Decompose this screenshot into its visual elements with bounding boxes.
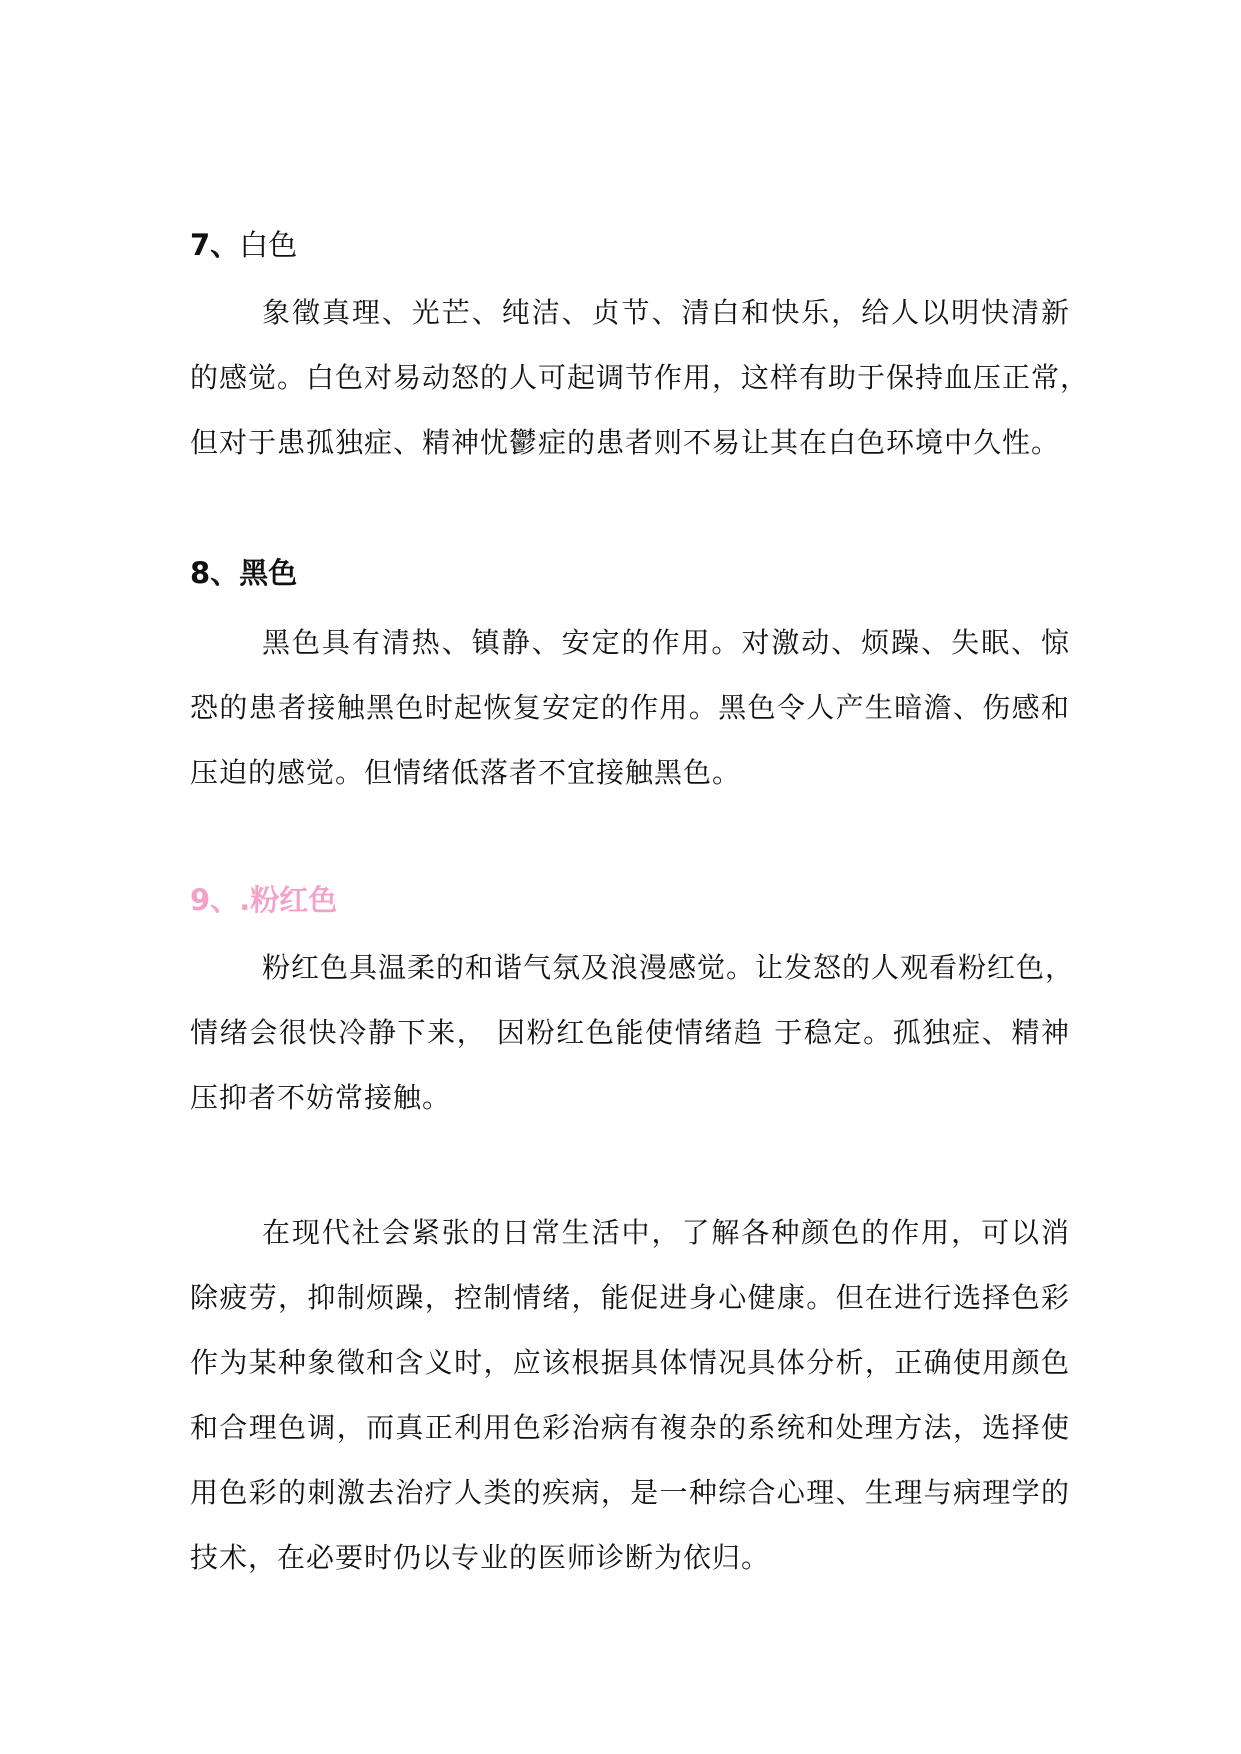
section-white [190,225,1070,265]
section-white-body [190,280,1090,475]
section-number: 8、 [190,556,240,590]
section-number: 7、 [190,228,240,262]
paragraph-line: 的感觉。白色对易动怒的人可起调节作用，这样有助于保持血压正常， [190,361,1090,394]
section-heading [190,880,1070,920]
paragraph-line: 情绪会很快冷静下来， 因粉红色能使情绪趋 于稳定。孤独症、精神 [190,1016,1070,1049]
section-heading [190,553,1070,593]
section-black-body [190,610,1070,805]
section-black [190,553,1070,593]
paragraph-line: 压抑者不妨常接触。 [190,1081,452,1114]
paragraph-line: 和合理色调，而真正利用色彩治病有複杂的系统和处理方法，选择使 [190,1411,1070,1444]
section-number: 9、 [190,883,240,917]
paragraph-line: 粉红色具温柔的和谐气氛及浪漫感觉。让发怒的人观看粉红色， [262,951,1075,984]
section-pink [190,880,1070,920]
section-title: 黑色 [239,556,298,590]
section-heading [190,225,1070,265]
paragraph-line: 但对于患孤独症、精神忧鬱症的患者则不易让其在白色环境中久性。 [190,426,1061,459]
section-pink-body [190,935,1075,1130]
paragraph-line: 除疲劳，抑制烦躁，控制情绪，能促进身心健康。但在进行选择色彩 [190,1281,1070,1314]
paragraph-line: 用色彩的刺激去治疗人类的疾病，是一种综合心理、生理与病理学的 [190,1476,1070,1509]
paragraph-line: 在现代社会紧张的日常生活中，了解各种颜色的作用，可以消 [262,1216,1070,1249]
section-title: .粉红色 [239,883,338,917]
paragraph-line: 象徵真理、光芒、纯洁、贞节、清白和快乐，给人以明快清新 [262,296,1070,329]
paragraph-line: 作为某种象徵和含义时，应该根据具体情况具体分析，正确使用颜色 [190,1346,1070,1379]
paragraph-line: 技术，在必要时仍以专业的医师诊断为依归。 [190,1541,771,1574]
paragraph-line: 黑色具有清热、镇静、安定的作用。对激动、烦躁、失眠、惊 [262,626,1070,659]
section-title: 白色 [239,228,298,262]
paragraph-line: 压迫的感觉。但情绪低落者不宜接触黑色。 [190,756,742,789]
conclusion-paragraph [190,1200,1070,1590]
paragraph-line: 恐的患者接触黑色时起恢复安定的作用。黑色令人产生暗澹、伤感和 [190,691,1070,724]
